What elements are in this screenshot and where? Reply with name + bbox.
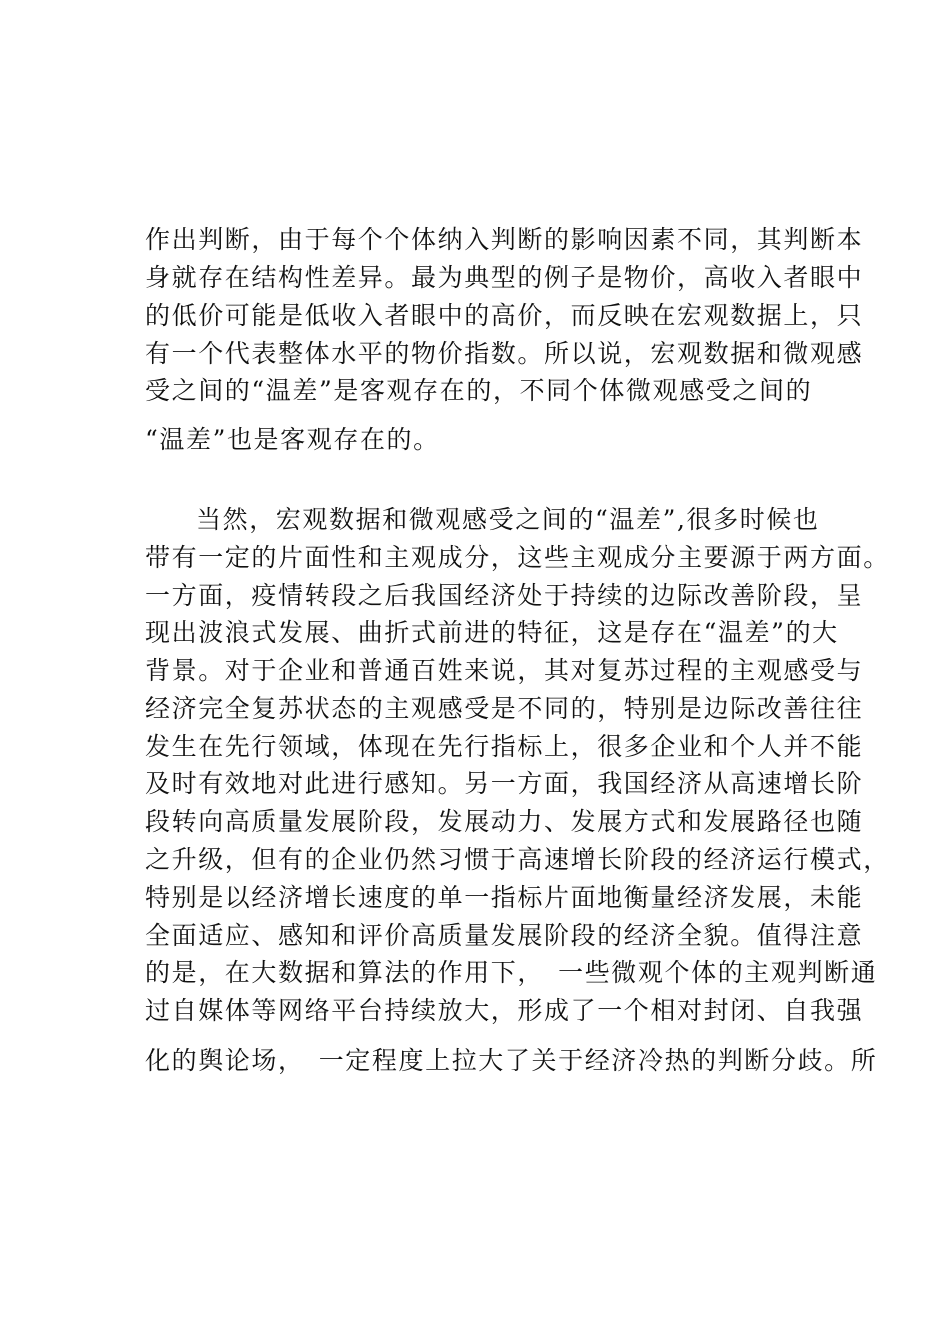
paragraph-1-line-1: 作出判断，由于每个个体纳入判断的影响因素不同，其判断本 [145,225,864,254]
paragraph-2-line-11: 特别是以经济增长速度的单一指标片面地衡量经济发展，未能 [145,883,864,912]
paragraph-2-line-6: 经济完全复苏状态的主观感受是不同的，特别是边际改善往往 [145,694,864,723]
paragraph-2-line-9: 段转向高质量发展阶段，发展动力、发展方式和发展路径也随 [145,807,864,836]
paragraph-2-line-4: 现出波浪式发展、曲折式前进的特征，这是存在“温差”的大 [145,618,839,647]
paragraph-2-line-13: 的是，在大数据和算法的作用下， 一些微观个体的主观判断通 [145,958,878,987]
paragraph-1-line-3: 的低价可能是低收入者眼中的高价，而反映在宏观数据上，只 [145,301,864,330]
paragraph-2-line-2: 带有一定的片面性和主观成分，这些主观成分主要源于两方面。 [145,543,890,572]
paragraph-2-line-5: 背景。对于企业和普通百姓来说，其对复苏过程的主观感受与 [145,656,864,685]
paragraph-2-line-3: 一方面，疫情转段之后我国经济处于持续的边际改善阶段，呈 [145,581,864,610]
paragraph-2-line-14: 过自媒体等网络平台持续放大，形成了一个相对封闭、自我强 [145,996,864,1025]
paragraph-2-line-12: 全面适应、感知和评价高质量发展阶段的经济全貌。值得注意 [145,921,864,950]
paragraph-1-line-6: “温差”也是客观存在的。 [145,425,440,454]
paragraph-2-line-1: 当然，宏观数据和微观感受之间的“温差”,很多时候也 [196,505,820,534]
paragraph-2-line-8: 及时有效地对此进行感知。另一方面，我国经济从高速增长阶 [145,769,864,798]
paragraph-2-line-15: 化的舆论场， 一定程度上拉大了关于经济冷热的判断分歧。所 [145,1046,878,1075]
paragraph-2-line-10: 之升级，但有的企业仍然习惯于高速增长阶段的经济运行模式， [145,845,890,874]
paragraph-2-line-7: 发生在先行领域，体现在先行指标上，很多企业和个人并不能 [145,732,864,761]
paragraph-1-line-4: 有一个代表整体水平的物价指数。所以说，宏观数据和微观感 [145,339,864,368]
paragraph-1-line-5: 受之间的“温差”是客观存在的，不同个体微观感受之间的 [145,376,813,405]
paragraph-1-line-2: 身就存在结构性差异。最为典型的例子是物价，高收入者眼中 [145,263,864,292]
